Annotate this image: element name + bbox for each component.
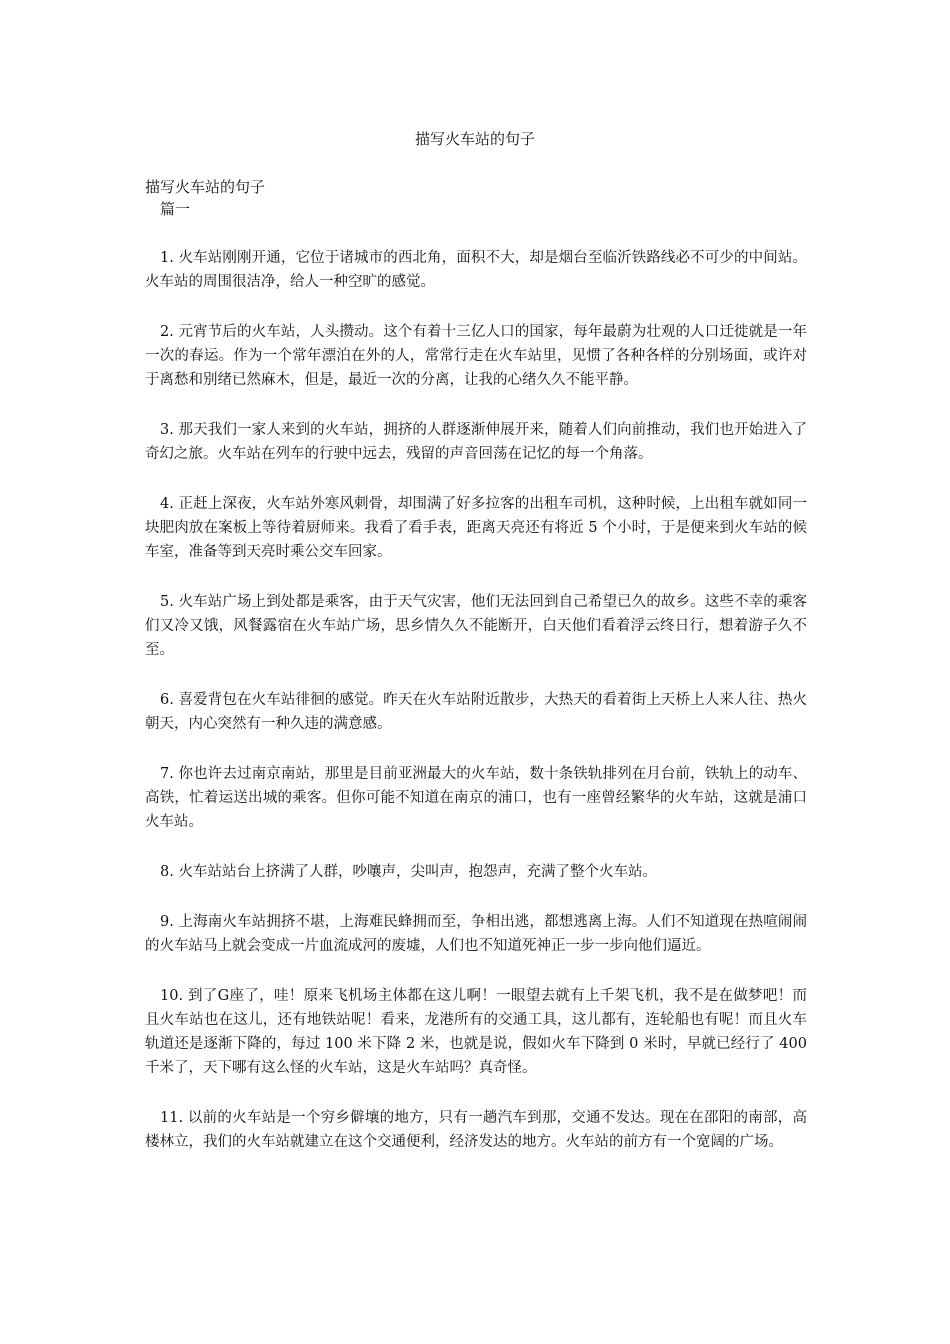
list-item: 2. 元宵节后的火车站，人头攒动。这个有着十三亿人口的国家，每年最蔚为壮观的人口迁徙就是一年一次的春运。作为一个常年漂泊在外的人，常常行走在火车站里，见惯了各种各样的分别场面，或许对于离愁和别绪已然麻木，但是，最近一次的分离，让我的心绪久久不能平静。 <box>145 324 807 388</box>
list-item: 7. 你也许去过南京南站，那里是目前亚洲最大的火车站，数十条铁轨排列在月台前，铁轨上的动车、高铁，忙着运送出城的乘客。但你可能不知道在南京的浦口，也有一座曾经繁华的火车站，这就是浦口火车站。 <box>145 766 807 830</box>
list-item: 9. 上海南火车站拥挤不堪，上海难民蜂拥而至，争相出逃，都想逃离上海。人们不知道现在热喧闹闹的火车站马上就会变成一片血流成河的废墟，人们也不知道死神正一步一步向他们逼近。 <box>145 914 807 954</box>
list-item: 5. 火车站广场上到处都是乘客，由于天气灾害，他们无法回到自己希望已久的故乡。这些不幸的乘客们又冷又饿，风餐露宿在火车站广场，思乡情久久不能断开，白天他们看着浮云终日行，想着游子久不至。 <box>145 594 807 658</box>
section-heading: 篇一 <box>160 200 191 218</box>
list-item: 4. 正赶上深夜，火车站外寒风刺骨，却围满了好多拉客的出租车司机，这种时候，上出租车就如同一块肥肉放在案板上等待着厨师来。我看了看手表，距离天亮还有将近 5 个小时，于是便来到火车站的候车室，准备等到天亮时乘公交车回家。 <box>145 496 807 560</box>
document-body <box>145 176 807 1180</box>
list-item: 1. 火车站刚刚开通，它位于诸城市的西北角，面积不大，却是烟台至临沂铁路线必不可少的中间站。火车站的周围很洁净，给人一种空旷的感觉。 <box>145 250 807 290</box>
list-item: 8. 火车站站台上挤满了人群，吵嚷声，尖叫声，抱怨声，充满了整个火车站。 <box>160 864 657 880</box>
document-subtitle: 描写火车站的句子 <box>145 178 266 196</box>
list-item: 6. 喜爱背包在火车站徘徊的感觉。昨天在火车站附近散步，大热天的看着街上天桥上人来人往、热火朝天，内心突然有一种久违的满意感。 <box>145 692 807 732</box>
document-title: 描写火车站的句子 <box>414 130 535 148</box>
list-item: 10. 到了G座了，哇！原来飞机场主体都在这儿啊！一眼望去就有上千架飞机，我不是在做梦吧！而且火车站也在这儿，还有地铁站呢！看来，龙港所有的交通工具，这儿都有，连轮船也有呢！而且火车轨道还是逐渐下降的，每过 100 米下降 2 米，也就是说，假如火车下降到 0 米时，早就已经行了 400 千米了，天下哪有这么怪的火车站，这是火车站吗？真奇怪。 <box>145 988 807 1076</box>
list-item: 3. 那天我们一家人来到的火车站，拥挤的人群逐渐伸展开来，随着人们向前推动，我们也开始进入了奇幻之旅。火车站在列车的行驶中远去，残留的声音回荡在记忆的每一个角落。 <box>145 422 807 462</box>
list-item: 11. 以前的火车站是一个穷乡僻壤的地方，只有一趟汽车到那，交通不发达。现在在邵阳的南部，高楼林立，我们的火车站就建立在这个交通便利，经济发达的地方。火车站的前方有一个宽阔的广场。 <box>145 1110 807 1150</box>
